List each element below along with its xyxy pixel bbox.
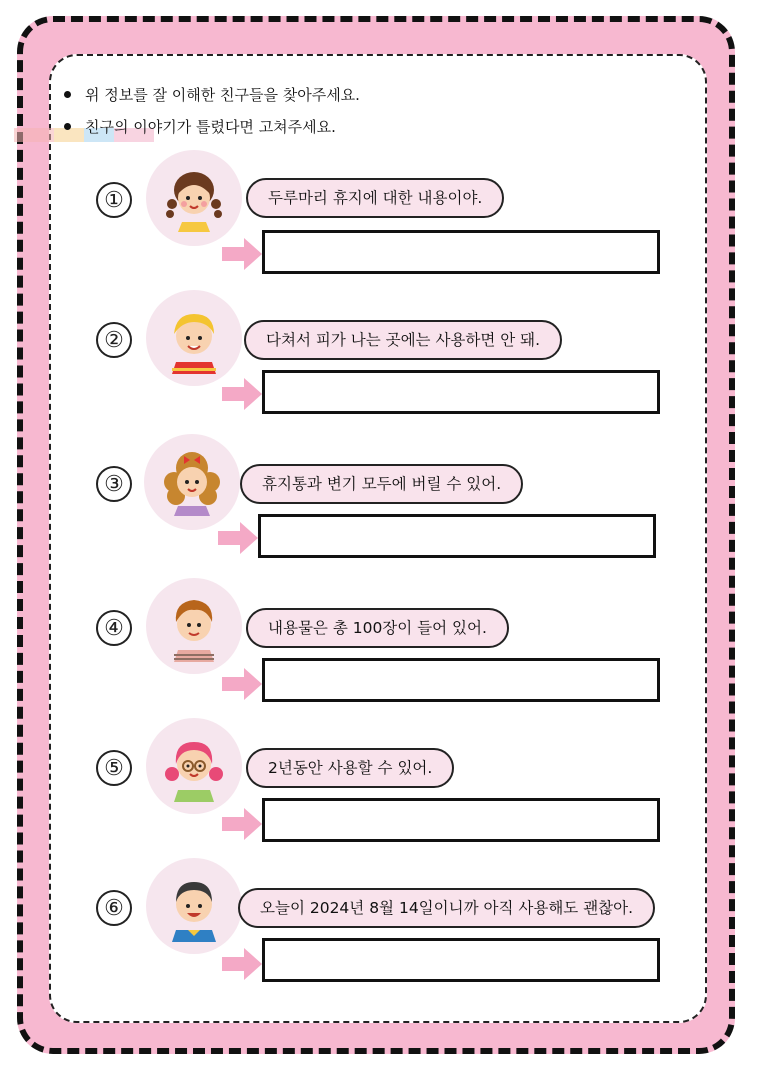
item-number: ②	[96, 322, 132, 358]
speech-bubble: 오늘이 2024년 8월 14일이니까 아직 사용해도 괜찮아.	[238, 888, 655, 928]
item-number: ⑥	[96, 890, 132, 926]
answer-box[interactable]	[262, 798, 660, 842]
arrow-right-icon	[222, 808, 262, 840]
arrow-right-icon	[218, 522, 258, 554]
question-item-3	[0, 434, 760, 564]
man-avatar-icon	[146, 858, 242, 954]
question-item-1	[0, 150, 760, 280]
item-number: ①	[96, 182, 132, 218]
blond-boy-avatar-icon	[146, 290, 242, 386]
item-number: ⑤	[96, 750, 132, 786]
question-item-2	[0, 290, 760, 420]
question-item-6	[0, 858, 760, 988]
answer-box[interactable]	[262, 370, 660, 414]
arrow-right-icon	[222, 668, 262, 700]
speech-bubble: 내용물은 총 100장이 들어 있어.	[246, 608, 509, 648]
girl-pigtails-avatar-icon	[146, 150, 242, 246]
brown-hair-boy-avatar-icon	[146, 578, 242, 674]
speech-bubble: 다쳐서 피가 나는 곳에는 사용하면 안 돼.	[244, 320, 562, 360]
speech-bubble: 2년동안 사용할 수 있어.	[246, 748, 454, 788]
item-number: ③	[96, 466, 132, 502]
arrow-right-icon	[222, 378, 262, 410]
instruction-line	[64, 110, 360, 142]
speech-bubble: 두루마리 휴지에 대한 내용이야.	[246, 178, 504, 218]
bullet-icon	[64, 123, 71, 130]
curly-girl-avatar-icon	[144, 434, 240, 530]
bullet-icon	[64, 91, 71, 98]
speech-bubble: 휴지통과 변기 모두에 버릴 수 있어.	[240, 464, 523, 504]
item-number: ④	[96, 610, 132, 646]
answer-box[interactable]	[258, 514, 656, 558]
arrow-right-icon	[222, 238, 262, 270]
answer-box[interactable]	[262, 658, 660, 702]
instruction-line	[64, 78, 360, 110]
instruction-text: 위 정보를 잘 이해한 친구들을 찾아주세요.	[85, 85, 360, 104]
girl-glasses-avatar-icon	[146, 718, 242, 814]
instructions	[64, 78, 360, 142]
arrow-right-icon	[222, 948, 262, 980]
answer-box[interactable]	[262, 938, 660, 982]
question-item-5	[0, 718, 760, 848]
instruction-text: 친구의 이야기가 틀렸다면 고쳐주세요.	[85, 117, 336, 136]
question-item-4	[0, 578, 760, 708]
answer-box[interactable]	[262, 230, 660, 274]
